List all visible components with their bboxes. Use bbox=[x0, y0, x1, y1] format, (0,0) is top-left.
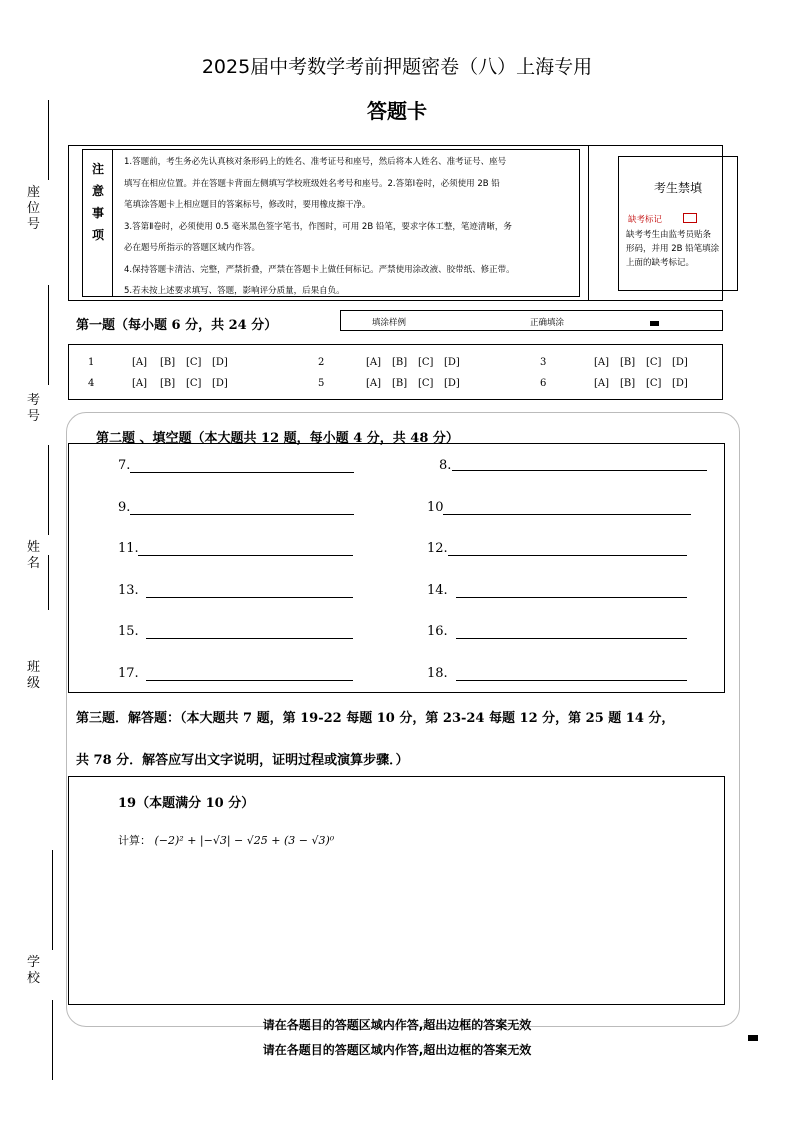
mc-option[interactable]: [D] bbox=[672, 378, 688, 389]
notice-line: 笔填涂答题卡上相应题目的答案标号，修改时，要用橡皮擦干净。 bbox=[124, 200, 371, 210]
blank-number: 9. bbox=[118, 500, 131, 515]
mc-option[interactable]: [B] bbox=[392, 378, 408, 389]
notice-heading bbox=[88, 158, 108, 246]
margin-line bbox=[52, 850, 53, 950]
seat-label: 座位号 bbox=[27, 185, 41, 232]
answer-blank[interactable] bbox=[448, 555, 687, 556]
mc-option[interactable]: [C] bbox=[418, 378, 434, 389]
mc-option[interactable]: [B] bbox=[392, 357, 408, 368]
sample-label: 填涂样例 bbox=[372, 318, 407, 328]
blank-number: 8. bbox=[439, 458, 452, 473]
mc-number: 5 bbox=[318, 378, 325, 389]
margin-line bbox=[48, 445, 49, 535]
mc-option[interactable]: [A] bbox=[366, 378, 382, 389]
notice-heading-char: 事 bbox=[91, 206, 104, 220]
mc-option[interactable]: [A] bbox=[132, 357, 148, 368]
mc-option[interactable]: [B] bbox=[160, 378, 176, 389]
q19-formula: (−2)² + |−√3| − √25 + (3 − √3)⁰ bbox=[154, 834, 335, 847]
notice-line: 1.答题前，考生务必先认真核对条形码上的姓名、准考证号和座号，然后将本人姓名、准考证号、座号 bbox=[124, 157, 507, 167]
notice-divider bbox=[588, 145, 589, 301]
blank-number: 10 bbox=[427, 500, 444, 515]
absent-checkbox[interactable] bbox=[683, 213, 697, 223]
mc-option[interactable]: [A] bbox=[366, 357, 382, 368]
notice-line: 填写在相应位置。并在答题卡背面左侧填写学校班级姓名考号和座号。2.答第Ⅰ卷时，必须使用 2B 铅 bbox=[124, 178, 500, 189]
section1-title: 第一题（每小题 6 分，共 24 分） bbox=[76, 318, 278, 333]
answer-blank[interactable] bbox=[456, 597, 687, 598]
section2-title: 第二题 、填空题（本大题共 12 题，每小题 4 分，共 48 分） bbox=[96, 431, 459, 446]
barcode-desc-line: 上面的缺考标记。 bbox=[626, 258, 695, 268]
mc-option[interactable]: [D] bbox=[672, 357, 688, 368]
answer-blank[interactable] bbox=[130, 514, 354, 515]
notice-heading-char: 注 bbox=[91, 162, 104, 176]
blank-number: 15. bbox=[118, 624, 139, 639]
margin-line bbox=[48, 100, 49, 180]
name-label: 姓名 bbox=[27, 540, 41, 571]
answer-blank[interactable] bbox=[443, 514, 691, 515]
barcode-desc bbox=[626, 228, 719, 270]
mc-option[interactable]: [C] bbox=[186, 378, 202, 389]
answer-blank[interactable] bbox=[456, 680, 687, 681]
notice-heading-char: 项 bbox=[91, 228, 104, 242]
section3-subtitle: 共 78 分．解答应写出文字说明，证明过程或演算步骤．） bbox=[76, 753, 409, 768]
blank-number: 14. bbox=[427, 583, 448, 598]
mc-option[interactable]: [A] bbox=[594, 378, 610, 389]
blank-number: 16. bbox=[427, 624, 448, 639]
answer-blank[interactable] bbox=[146, 597, 353, 598]
notice-divider bbox=[112, 149, 113, 297]
mc-number: 1 bbox=[88, 357, 95, 368]
mc-option[interactable]: [C] bbox=[186, 357, 202, 368]
answer-blank[interactable] bbox=[456, 638, 687, 639]
barcode-desc-line: 缺考考生由监考员贴条 bbox=[626, 230, 712, 240]
page-title: 2025届中考数学考前押题密卷（八）上海专用 bbox=[201, 56, 593, 78]
margin-line bbox=[52, 1000, 53, 1080]
mc-option[interactable]: [B] bbox=[160, 357, 176, 368]
barcode-title: 考生禁填 bbox=[653, 181, 702, 195]
mc-option[interactable]: [D] bbox=[212, 357, 228, 368]
alignment-mark bbox=[748, 1035, 758, 1041]
mc-option[interactable]: [C] bbox=[418, 357, 434, 368]
answer-blank[interactable] bbox=[130, 472, 354, 473]
mc-number: 6 bbox=[540, 378, 547, 389]
mc-number: 2 bbox=[318, 357, 325, 368]
mc-option[interactable]: [B] bbox=[620, 357, 636, 368]
absent-label: 缺考标记 bbox=[628, 215, 663, 225]
notice-line: 5.若未按上述要求填写、答题，影响评分质量，后果自负。 bbox=[124, 286, 345, 296]
q19-prompt bbox=[118, 832, 334, 848]
page-subtitle: 答题卡 bbox=[367, 99, 427, 123]
barcode-desc-line: 形码，并用 2B 铅笔填涂 bbox=[626, 244, 720, 254]
q19-prefix: 计算： bbox=[118, 834, 151, 847]
fill-blank-box bbox=[68, 443, 725, 693]
notice-line: 3.答第Ⅱ卷时，必须使用 0.5 毫米黑色签字笔书，作图时，可用 2B 铅笔，要求字体工整，笔迹清晰，务 bbox=[124, 221, 512, 232]
notice-line: 必在题号所指示的答题区域内作答。 bbox=[124, 243, 261, 253]
class-label: 班级 bbox=[27, 660, 41, 691]
mc-option[interactable]: [B] bbox=[620, 378, 636, 389]
exam-no-label: 考号 bbox=[27, 393, 41, 424]
answer-blank[interactable] bbox=[452, 470, 707, 471]
answer-blank[interactable] bbox=[146, 680, 353, 681]
notice-heading-char: 意 bbox=[91, 184, 104, 198]
blank-number: 13. bbox=[118, 583, 139, 598]
mc-option[interactable]: [C] bbox=[646, 378, 662, 389]
blank-number: 11. bbox=[118, 541, 139, 556]
mc-option[interactable]: [D] bbox=[444, 378, 460, 389]
blank-number: 18. bbox=[427, 666, 448, 681]
section3-title: 第三题．解答题：（本大题共 7 题，第 19-22 每题 10 分，第 23-24 每题 12 分，第 25 题 14 分， bbox=[76, 711, 675, 726]
mc-option[interactable]: [C] bbox=[646, 357, 662, 368]
mc-row bbox=[88, 357, 708, 373]
notice-line: 4.保持答题卡清洁、完整，严禁折叠，严禁在答题卡上做任何标记。严禁使用涂改液、胶带纸、修正带。 bbox=[124, 264, 515, 275]
mc-number: 4 bbox=[88, 378, 95, 389]
mc-option[interactable]: [D] bbox=[212, 378, 228, 389]
blank-number: 12. bbox=[427, 541, 448, 556]
answer-blank[interactable] bbox=[138, 555, 353, 556]
margin-line bbox=[48, 285, 49, 385]
answer-blank[interactable] bbox=[146, 638, 353, 639]
mc-number: 3 bbox=[540, 357, 547, 368]
margin-line bbox=[48, 555, 49, 610]
correct-fill-mark bbox=[650, 321, 659, 326]
q19-title: 19（本题满分 10 分） bbox=[118, 796, 255, 811]
mc-row bbox=[88, 378, 708, 394]
mc-option[interactable]: [A] bbox=[132, 378, 148, 389]
mc-option[interactable]: [A] bbox=[594, 357, 610, 368]
blank-number: 17. bbox=[118, 666, 139, 681]
mc-option[interactable]: [D] bbox=[444, 357, 460, 368]
correct-label: 正确填涂 bbox=[530, 318, 565, 328]
blank-number: 7. bbox=[118, 458, 131, 473]
notice-text bbox=[124, 152, 576, 303]
school-label: 学校 bbox=[27, 955, 41, 986]
footer-warning: 请在各题目的答题区域内作答,超出边框的答案无效 bbox=[262, 1043, 532, 1057]
footer-warning: 请在各题目的答题区域内作答,超出边框的答案无效 bbox=[262, 1018, 532, 1032]
